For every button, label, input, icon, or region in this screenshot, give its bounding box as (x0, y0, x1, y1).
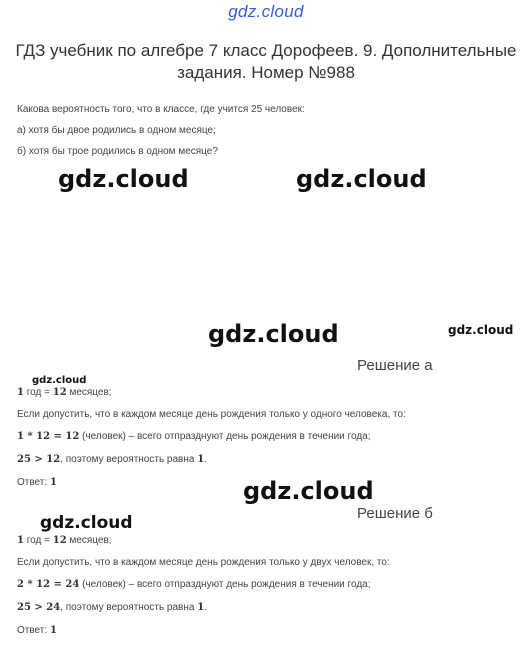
question-part-b: б) хотя бы трое родились в одном месяце? (17, 146, 218, 157)
solution-line (17, 409, 406, 420)
solution-b-heading: Решение б (357, 505, 433, 522)
math-value: 2 * 12 = 24 (17, 579, 80, 590)
solution-line (17, 625, 57, 636)
watermark: gdz.cloud (208, 320, 339, 348)
math-value: 1 (197, 454, 205, 465)
line-text: . (204, 454, 207, 465)
line-text: (человек) – всего отпразднуют день рождения в течении года; (79, 579, 371, 590)
math-value: 12 (52, 387, 67, 398)
line-text: , поэтому вероятность равна (60, 602, 198, 613)
line-text: , поэтому вероятность равна (60, 454, 198, 465)
math-value: 25 > 12 (17, 454, 61, 465)
line-text: год = (23, 387, 53, 398)
math-value: 1 (49, 625, 57, 636)
question-intro: Какова вероятность того, что в классе, где учится 25 человек: (17, 104, 305, 115)
math-value: 1 (197, 602, 205, 613)
solution-line (17, 454, 207, 465)
line-text: Если допустить, что в каждом месяце день рождения только у одного человека, то: (17, 409, 406, 420)
watermark: gdz.cloud (243, 477, 374, 505)
solution-line (17, 579, 371, 590)
line-text: (человек) – всего отпразднуют день рождения в течении года; (79, 431, 371, 442)
line-text: месяцев; (66, 387, 112, 398)
line-text: . (204, 602, 207, 613)
page-title: ГДЗ учебник по алгебре 7 класс Дорофеев. 9. Дополнительные задания. Номер №988 (15, 41, 517, 82)
solution-line (17, 557, 390, 568)
line-text: год = (23, 535, 53, 546)
line-text: Ответ: (17, 477, 50, 488)
line-text: Если допустить, что в каждом месяце день рождения только у двух человек, то: (17, 557, 390, 568)
solution-line (17, 477, 57, 488)
math-value: 25 > 24 (17, 602, 61, 613)
math-value: 1 (49, 477, 57, 488)
solution-line (17, 535, 112, 546)
watermark: gdz.cloud (296, 165, 427, 193)
solution-line (17, 387, 112, 398)
watermark: gdz.cloud (448, 323, 514, 337)
site-logo[interactable]: gdz.cloud (228, 2, 304, 21)
line-text: Ответ: (17, 625, 50, 636)
solution-line (17, 602, 207, 613)
watermark: gdz.cloud (40, 513, 133, 533)
math-value: 1 (17, 387, 24, 398)
solution-a-heading: Решение а (357, 357, 433, 374)
watermark: gdz.cloud (32, 375, 87, 386)
question-part-a: а) хотя бы двое родились в одном месяце; (17, 125, 216, 136)
math-value: 12 (52, 535, 67, 546)
math-value: 1 * 12 = 12 (17, 431, 80, 442)
math-value: 1 (17, 535, 24, 546)
solution-line (17, 431, 371, 442)
line-text: месяцев; (66, 535, 112, 546)
watermark: gdz.cloud (58, 165, 189, 193)
